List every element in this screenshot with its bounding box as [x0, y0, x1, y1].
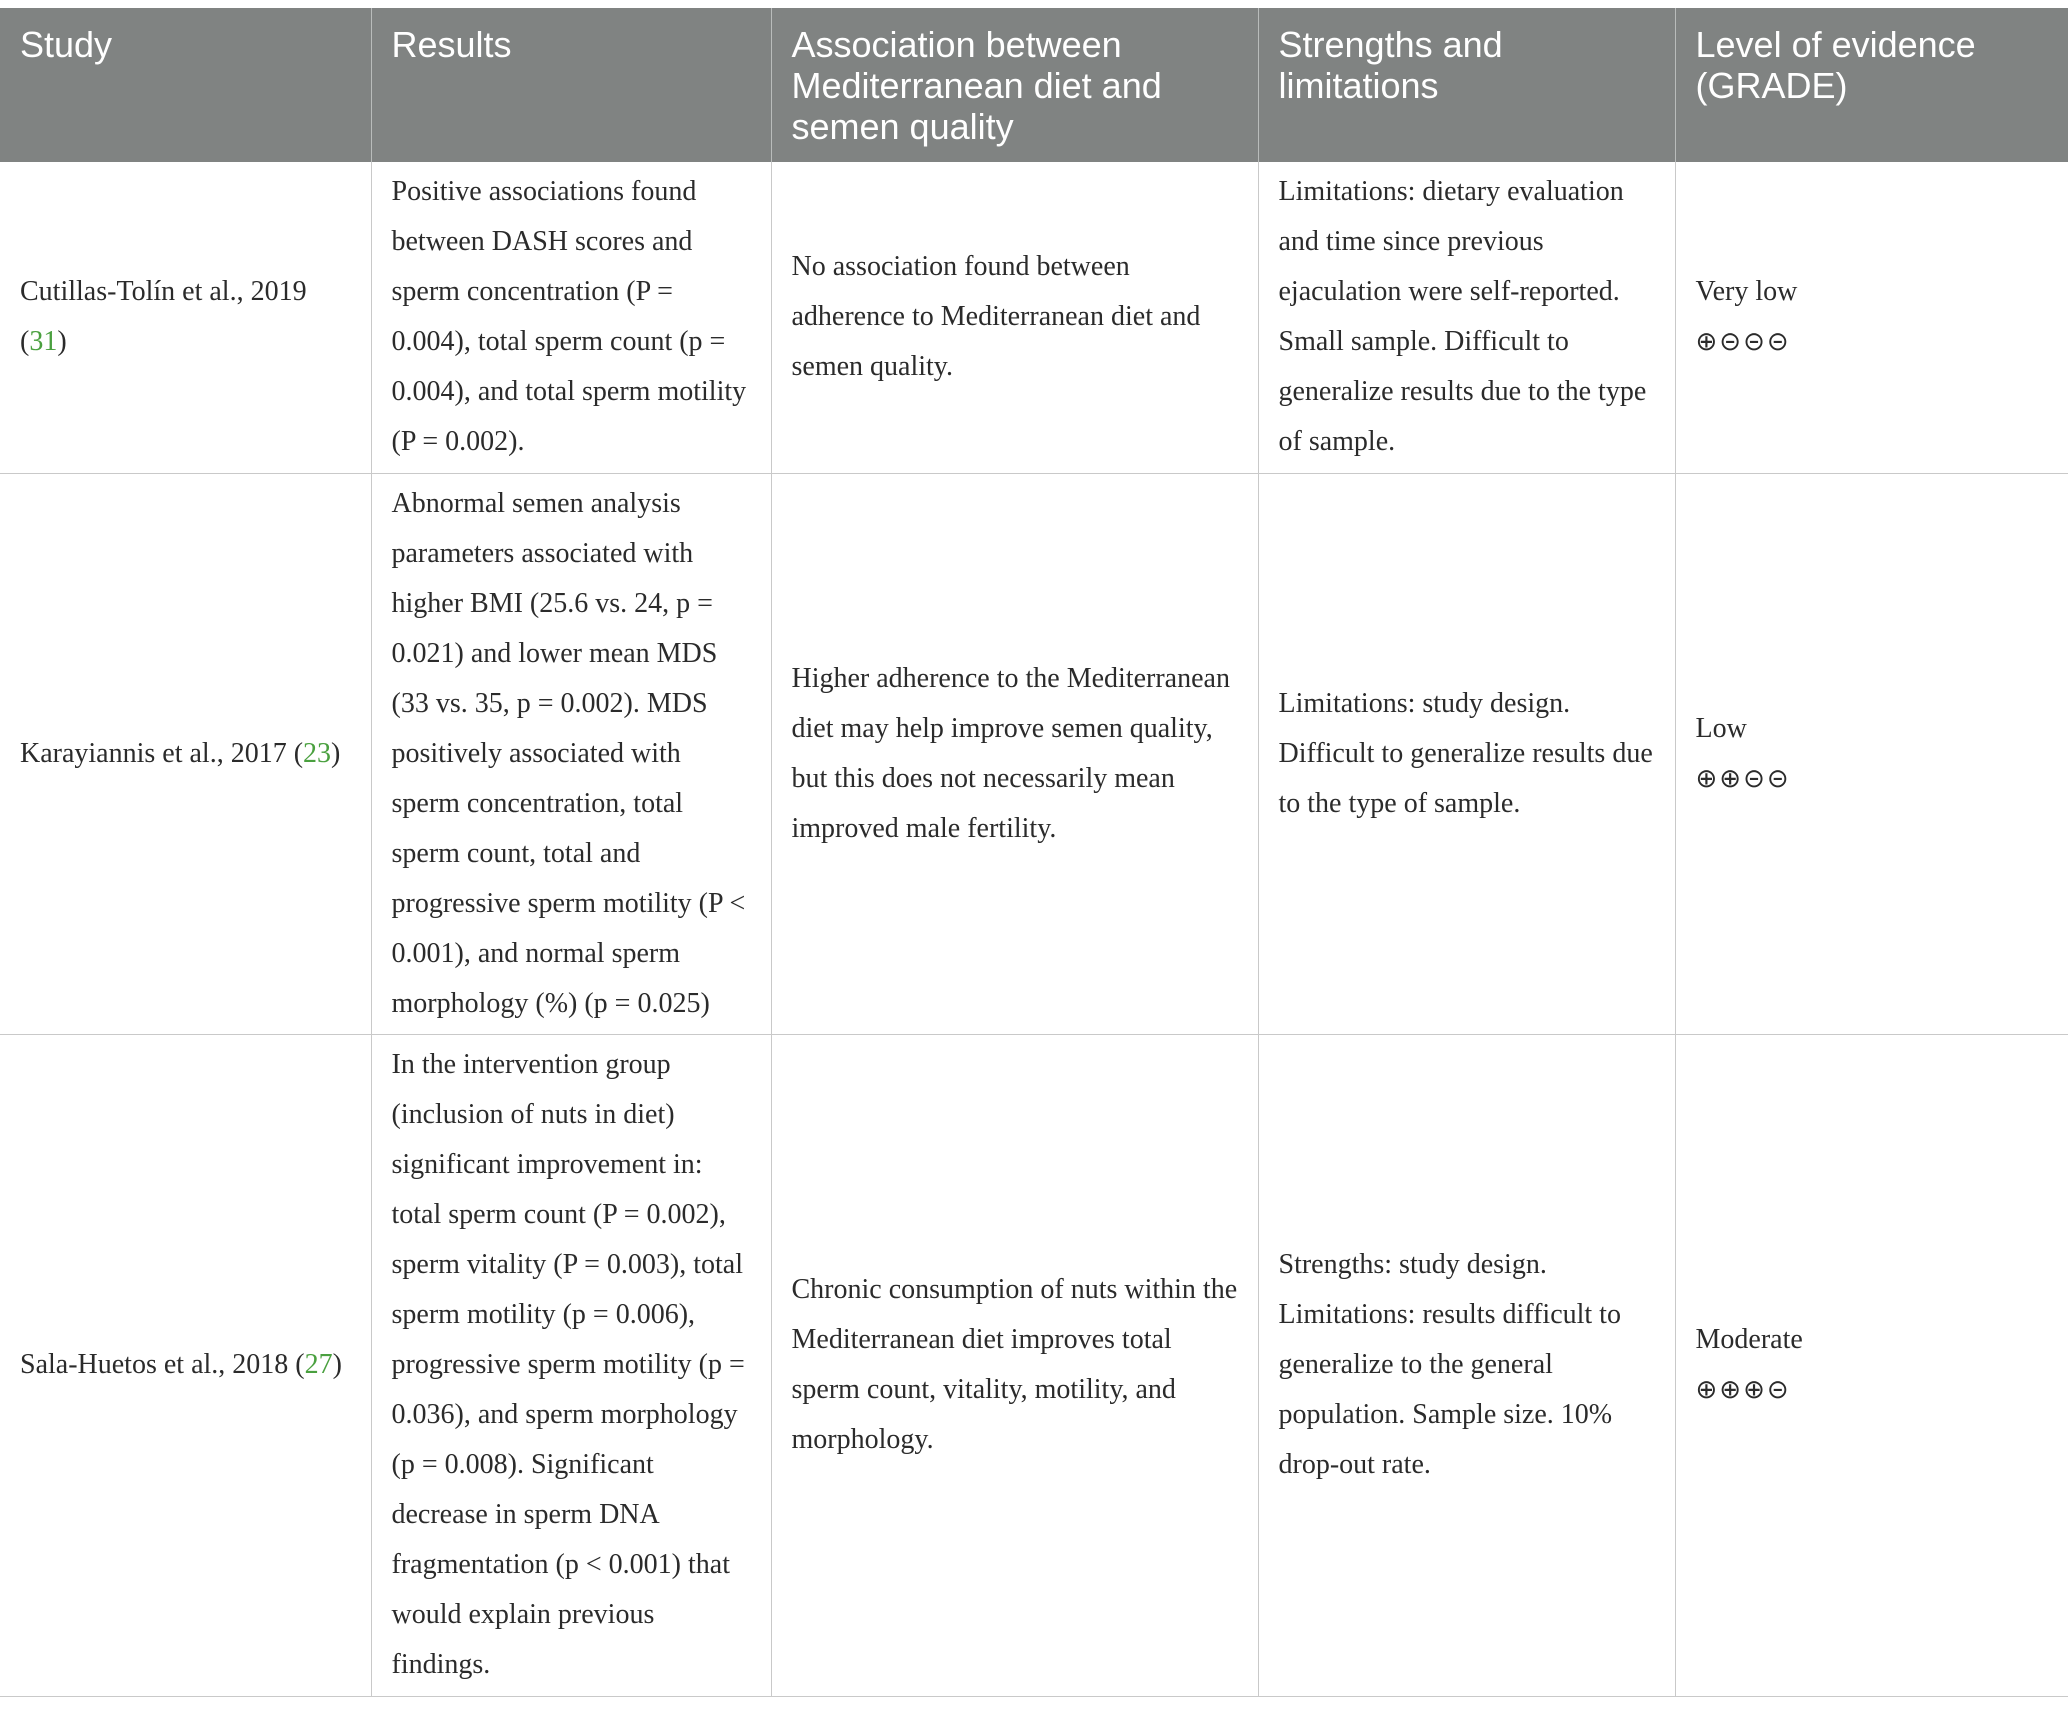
evidence-table	[0, 8, 2068, 1697]
ref-close: )	[57, 326, 67, 358]
ref-close: )	[332, 1349, 342, 1380]
results-cell: Abnormal semen analysis parameters associated with higher BMI (25.6 vs. 24, p = 0.021) and lower mean MDS (33 vs. 35, p = 0.002). MDS positively associated with sperm concentration, total sperm count, total and progressive sperm motility (P < 0.001), and normal sperm morphology (%) (p = 0.025)	[371, 473, 771, 1034]
strengths-limitations-cell: Limitations: dietary evaluation and time since previous ejaculation were self-reported. Small sample. Difficult to generalize results due to the type of sample.	[1258, 162, 1675, 473]
header-strengths-limitations: Strengths and limitations	[1258, 8, 1675, 162]
header-level-of-evidence: Level of evidence (GRADE)	[1675, 8, 2068, 162]
results-cell: In the intervention group (inclusion of nuts in diet) significant improvement in: total sperm count (P = 0.002), sperm vitality (P = 0.003), total sperm motility (p = 0.006), progressive sperm motility (p = 0.036), and sperm morphology (p = 0.008). Significant decrease in sperm DNA fragmentation (p < 0.001) that would explain previous findings.	[371, 1034, 771, 1696]
grade-cell	[1675, 473, 2068, 1034]
table-body	[0, 162, 2068, 1696]
ref-open: (	[295, 1349, 305, 1380]
table-row	[0, 473, 2068, 1034]
ref-open: (	[293, 737, 304, 769]
association-cell: Chronic consumption of nuts within the Mediterranean diet improves total sperm count, vitality, motility, and morphology.	[771, 1034, 1258, 1696]
grade-cell	[1675, 1034, 2068, 1696]
results-cell: Positive associations found between DASH scores and sperm concentration (P = 0.004), total sperm count (p = 0.004), and total sperm motility (P = 0.002).	[371, 162, 771, 473]
reference-link[interactable]: 23	[303, 737, 332, 769]
study-name: Karayiannis et al., 2017	[20, 737, 287, 769]
reference-link[interactable]: 31	[29, 326, 58, 358]
study-cell	[0, 162, 371, 473]
strengths-limitations-cell: Limitations: study design. Difficult to generalize results due to the type of sample.	[1258, 473, 1675, 1034]
reference-link[interactable]: 27	[304, 1349, 333, 1380]
study-cell	[0, 1034, 371, 1696]
strengths-limitations-cell: Strengths: study design. Limitations: results difficult to generalize to the general population. Sample size. 10% drop-out rate.	[1258, 1034, 1675, 1696]
grade-symbols: ⊕⊕⊝⊝	[1695, 763, 1791, 794]
header-results: Results	[371, 8, 771, 162]
ref-open: (	[20, 326, 30, 358]
association-cell: Higher adherence to the Mediterranean diet may help improve semen quality, but this does not necessarily mean improved male fertility.	[771, 473, 1258, 1034]
grade-cell	[1675, 162, 2068, 473]
table-row	[0, 1034, 2068, 1696]
table-row	[0, 162, 2068, 473]
grade-symbols: ⊕⊕⊕⊝	[1695, 1375, 1791, 1405]
header-study: Study	[20, 24, 113, 65]
grade-label: Low	[1695, 712, 1747, 744]
header-association: Association between Mediterranean diet and semen quality	[771, 8, 1258, 162]
header-row	[0, 8, 2068, 162]
grade-label: Moderate	[1695, 1324, 1803, 1355]
table-header	[0, 8, 2068, 162]
study-cell	[0, 473, 371, 1034]
ref-close: )	[331, 737, 341, 769]
study-name: Cutillas-Tolín et al., 2019	[20, 276, 307, 308]
grade-label: Very low	[1695, 276, 1798, 308]
association-cell: No association found between adherence to Mediterranean diet and semen quality.	[771, 162, 1258, 473]
grade-symbols: ⊕⊝⊝⊝	[1695, 327, 1791, 358]
study-name: Sala-Huetos et al., 2018	[20, 1349, 289, 1380]
